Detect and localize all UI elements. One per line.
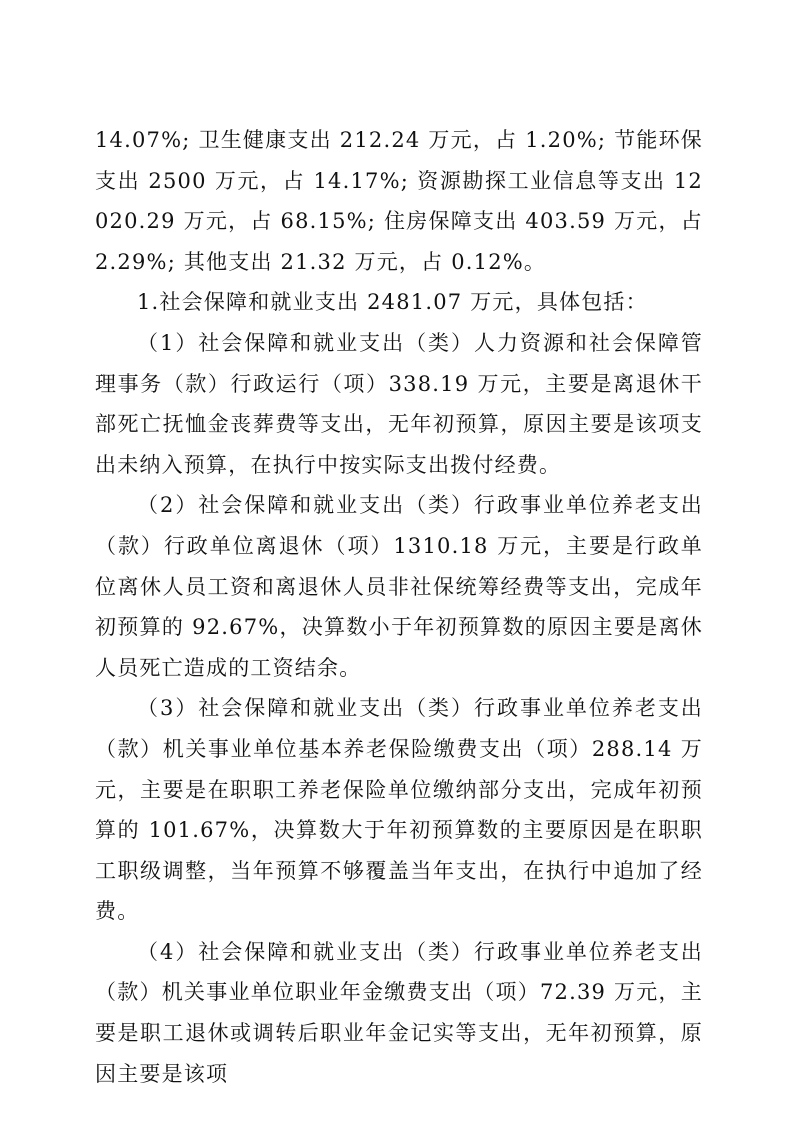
paragraph-social-security-heading: 1.社会保障和就业支出 2481.07 万元，具体包括：	[137, 290, 648, 315]
document-body	[95, 120, 703, 1094]
paragraph-item-3: （3）社会保障和就业支出（类）行政事业单位养老支出（款）机关事业单位基本养老保险缴费支出（项）288.14 万元，主要是在职职工养老保险单位缴纳部分支出，完成年初预算的 101.67%，决算数大于年初预算数的主要原因是在职职工职级调整，当年预算不够覆盖当年支出，在执行中追加了经费。	[95, 696, 703, 924]
paragraph-item-1: （1）社会保障和就业支出（类）人力资源和社会保障管理事务（款）行政运行（项）338.19 万元，主要是离退休干部死亡抚恤金丧葬费等支出，无年初预算，原因主要是该项支出未纳入预算，在执行中按实际支出拨付经费。	[95, 330, 703, 477]
paragraph-item-4: （4）社会保障和就业支出（类）行政事业单位养老支出（款）机关事业单位职业年金缴费支出（项）72.39 万元，主要是职工退休或调转后职业年金记实等支出，无年初预算，原因主要是该项	[95, 939, 703, 1086]
paragraph-item-2: （2）社会保障和就业支出（类）行政事业单位养老支出（款）行政单位离退休（项）1310.18 万元，主要是行政单位离休人员工资和离退休人员非社保统筹经费等支出，完成年初预算的 92.67%，决算数小于年初预算数的原因主要是离休人员死亡造成的工资结余。	[95, 493, 703, 680]
paragraph-expenditure-breakdown: 14.07%; 卫生健康支出 212.24 万元，占 1.20%; 节能环保支出 2500 万元，占 14.17%; 资源勘探工业信息等支出 12020.29 万元，占 68.15%; 住房保障支出 403.59 万元，占 2.29%; 其他支出 21.32 万元，占 0.12%。	[95, 128, 703, 274]
